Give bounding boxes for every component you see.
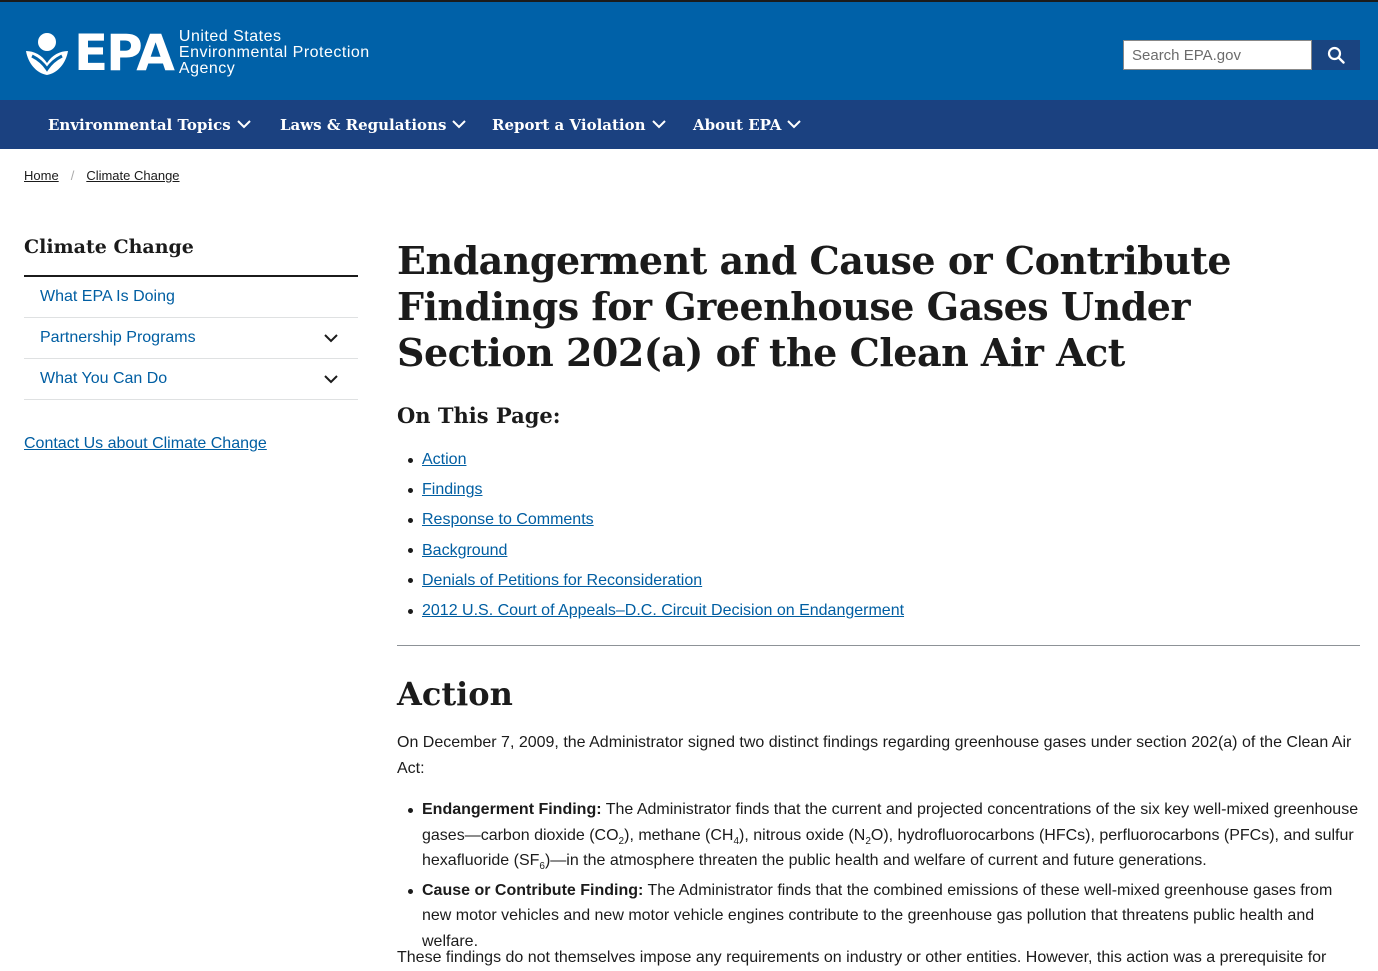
sidebar-item-label: Partnership Programs [40, 329, 196, 346]
bullet-icon [408, 609, 413, 614]
toc-link-court-decision[interactable]: 2012 U.S. Court of Appeals–D.C. Circuit Decision on Endangerment [422, 602, 905, 620]
bullet-icon [408, 488, 413, 493]
sidebar-nav [24, 275, 358, 400]
sidebar-item-partnership-programs[interactable] [24, 318, 358, 359]
endangerment-label: Endangerment Finding: [422, 801, 602, 818]
chevron-down-icon [787, 120, 801, 129]
sidebar-item-what-epa-is-doing[interactable] [24, 277, 358, 318]
contact-us-link[interactable]: Contact Us about Climate Change [24, 435, 267, 452]
nav-label: About EPA [693, 115, 782, 134]
sidebar-item-what-you-can-do[interactable] [24, 359, 358, 400]
search-input[interactable]: Search EPA.gov [1123, 40, 1312, 70]
bullet-icon [408, 518, 413, 523]
breadcrumb-home-link[interactable]: Home [24, 168, 59, 183]
nav-report-violation[interactable] [492, 100, 666, 149]
text-segment: The Administrator finds that the combined emissions of these well-mixed greenhouse gases from new motor vehicles and new motor vehicle engines contribute to the greenhouse gas pollution that threatens public health and welfare. [422, 881, 1333, 950]
text-segment: ), methane (CH [624, 826, 734, 844]
breadcrumb-climate-change-link[interactable]: Climate Change [86, 168, 180, 183]
nav-environmental-topics[interactable] [48, 100, 251, 149]
bullet-icon [408, 808, 413, 813]
chevron-down-icon [237, 120, 251, 129]
section-divider [397, 645, 1360, 646]
subscript: 2 [618, 835, 625, 847]
subscript: 2 [865, 835, 871, 847]
cause-finding-text [422, 878, 1359, 955]
chevron-down-icon [452, 120, 466, 129]
list-item [397, 536, 904, 566]
toc-link-response-to-comments[interactable]: Response to Comments [422, 511, 594, 529]
bullet-icon [408, 548, 413, 553]
search-button[interactable] [1312, 40, 1360, 70]
on-this-page-heading: On This Page: [397, 403, 561, 428]
endangerment-finding-text [422, 797, 1359, 874]
list-item [397, 475, 904, 505]
action-intro: On December 7, 2009, the Administrator signed two distinct findings regarding greenhouse gases under section 202(a) of the Clean Air Act: [397, 734, 1352, 777]
nav-laws-regulations[interactable] [280, 100, 466, 149]
subscript: 6 [539, 861, 545, 873]
sidebar-item-label: What EPA Is Doing [40, 288, 175, 305]
main-nav [0, 100, 1378, 149]
bullet-icon [408, 458, 413, 463]
list-item [397, 596, 904, 626]
breadcrumb-separator: / [70, 168, 75, 183]
page-title: Endangerment and Cause or Contribute Findings for Greenhouse Gases Under Section 202(a) of the Clean Air Act [397, 238, 1232, 375]
list-item [397, 797, 1359, 874]
chevron-down-icon [652, 120, 666, 129]
toc-link-denials-of-petitions[interactable]: Denials of Petitions for Reconsideration [422, 571, 703, 589]
on-this-page-list [397, 445, 904, 626]
text-segment: ), nitrous oxide (N [739, 826, 866, 844]
findings-list [397, 797, 1359, 958]
chevron-down-icon[interactable] [324, 334, 338, 343]
sidebar-title: Climate Change [24, 236, 194, 258]
nav-about-epa[interactable] [693, 100, 801, 149]
list-item [397, 445, 904, 475]
action-heading: Action [397, 675, 513, 713]
site-header [0, 0, 1378, 100]
agency-name [179, 29, 370, 77]
agency-line-2: Environmental Protection [178, 44, 370, 61]
subscript: 4 [733, 835, 740, 847]
list-item [397, 505, 904, 535]
sidebar-item-label: What You Can Do [40, 370, 168, 387]
bullet-icon [408, 889, 413, 894]
agency-line-1: United States [178, 28, 282, 45]
list-item [397, 566, 904, 596]
text-segment: O), hydrofluorocarbons (HFCs), perfluorocarbons (PFCs), and sulfur hexafluoride (SF [422, 826, 1354, 869]
bullet-icon [408, 578, 413, 583]
cause-label: Cause or Contribute Finding: [422, 881, 644, 899]
toc-link-findings[interactable]: Findings [422, 481, 483, 499]
list-item [397, 878, 1359, 955]
logo-wordmark: EPA [74, 24, 173, 82]
nav-label: Environmental Topics [48, 115, 231, 134]
closing-paragraph: These findings do not themselves impose any requirements on industry or other entities. However, this action was a prerequisite for [397, 949, 1327, 966]
text-segment: The Administrator finds that the current and projected concentrations of the six key well-mixed greenhouse gases—carbon dioxide (CO [422, 801, 1359, 844]
epa-flower-icon [24, 29, 70, 77]
toc-link-background[interactable]: Background [422, 541, 508, 559]
search-icon [1327, 46, 1345, 64]
text-segment: )—in the atmosphere threaten the public health and welfare of current and future generations. [544, 852, 1207, 869]
nav-label: Report a Violation [492, 115, 646, 134]
chevron-down-icon[interactable] [324, 375, 338, 384]
nav-label: Laws & Regulations [280, 115, 447, 134]
agency-line-3: Agency [178, 60, 236, 77]
toc-link-action[interactable]: Action [422, 451, 467, 469]
epa-logo[interactable] [24, 26, 370, 80]
breadcrumb [24, 168, 180, 183]
